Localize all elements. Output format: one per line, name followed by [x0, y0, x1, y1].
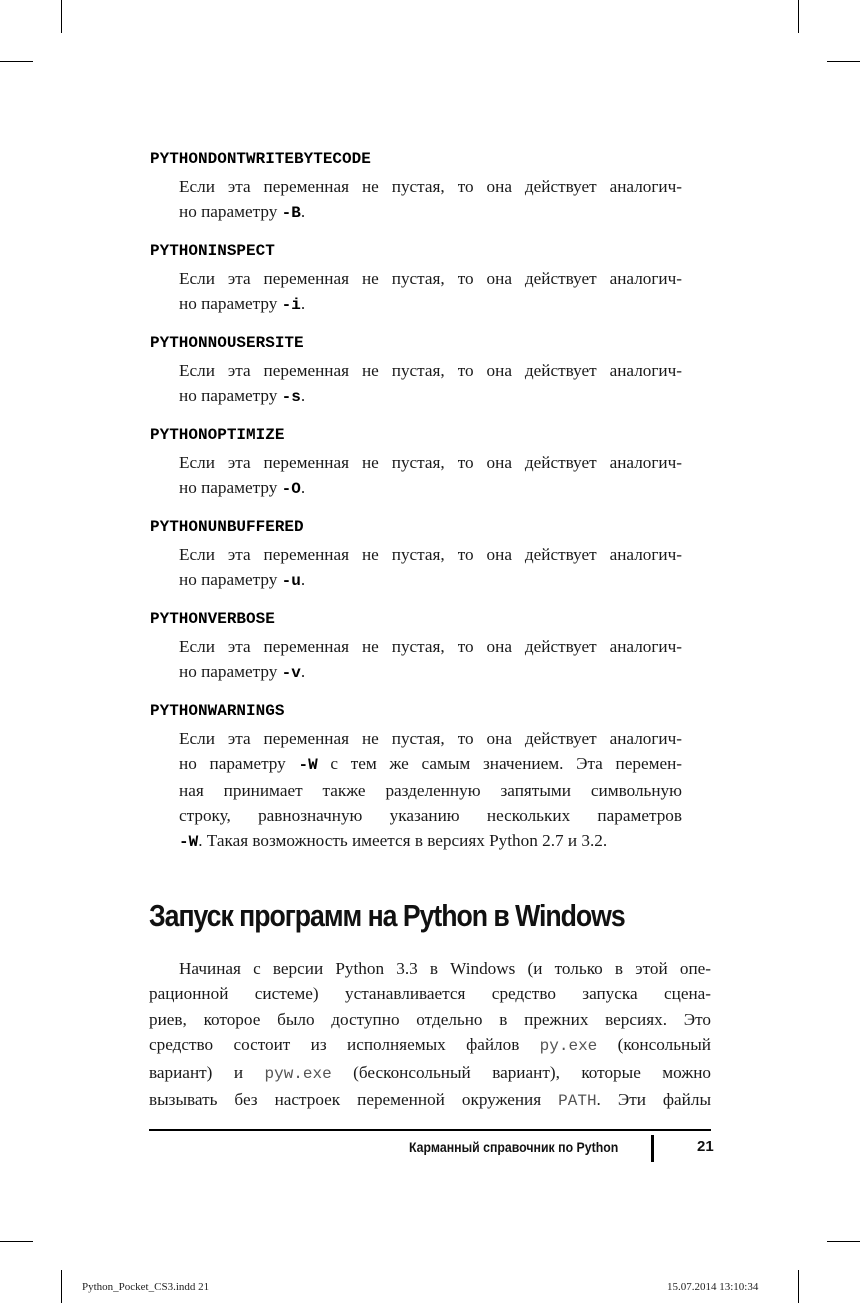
entry-description: Если эта переменная не пустая, то она действует аналогич- но параметру -s.: [179, 361, 682, 406]
entry-term: PYTHONWARNINGS: [150, 702, 285, 720]
footer-divider: [651, 1135, 654, 1162]
page-number: 21: [697, 1138, 714, 1155]
inline-code: PATH: [558, 1092, 597, 1111]
crop-mark: [798, 1270, 799, 1303]
section-paragraph: Начиная с версии Python 3.3 в Windows (и только в этой опе- рационной системе) устанавливается средство запуска сцена- риев, которое было доступно отдельно в прежних версиях. Это средство состоит из исполняемых файлов py.exe (консольный вариант) и pyw.exe (бесконсольный вариант), которые можно вызывать без настроек переменной окружения PATH. Эти файлы: [149, 959, 711, 1111]
flag-code: -W: [298, 756, 318, 774]
entry-description: Если эта переменная не пустая, то она действует аналогич- но параметру -B.: [179, 177, 682, 222]
entry-term: PYTHONVERBOSE: [150, 610, 275, 628]
crop-mark: [827, 1241, 860, 1242]
entry-description: Если эта переменная не пустая, то она действует аналогич- но параметру -u.: [179, 545, 682, 590]
entry-description: Если эта переменная не пустая, то она действует аналогич- но параметру -W с тем же самым значением. Эта перемен- ная принимает также разделенную запятыми символьную строку, равнозначную указанию нескольких параметров -W. Такая возможность имеется в версиях Python 2.7 и 3.2.: [179, 729, 683, 851]
inline-code: py.exe: [539, 1037, 598, 1056]
flag-code: -O: [281, 480, 301, 498]
crop-mark: [0, 61, 33, 62]
crop-mark: [798, 0, 799, 33]
crop-mark: [61, 1270, 62, 1303]
crop-mark: [0, 1241, 33, 1242]
entry-term: PYTHONINSPECT: [150, 242, 275, 260]
entry-description: Если эта переменная не пустая, то она действует аналогич- но параметру -v.: [179, 637, 682, 682]
slug-filename: Python_Pocket_CS3.indd 21: [82, 1281, 210, 1293]
flag-code: -s: [281, 388, 301, 406]
entry-description: Если эта переменная не пустая, то она действует аналогич- но параметру -i.: [179, 269, 682, 314]
flag-code: -i: [281, 296, 301, 314]
flag-code: -u: [281, 572, 301, 590]
flag-code: -W: [179, 833, 199, 851]
flag-code: -v: [281, 664, 301, 682]
flag-code: -B: [281, 204, 301, 222]
entry-term: PYTHONDONTWRITEBYTECODE: [150, 150, 371, 168]
section-heading: Запуск программ на Python в Windows: [149, 898, 625, 933]
inline-code: pyw.exe: [264, 1064, 332, 1083]
entry-description: Если эта переменная не пустая, то она действует аналогич- но параметру -O.: [179, 453, 682, 498]
entry-term: PYTHONOPTIMIZE: [150, 426, 285, 444]
crop-mark: [827, 61, 860, 62]
entry-term: PYTHONNOUSERSITE: [150, 334, 304, 352]
running-footer-title: Карманный справочник по Python: [409, 1139, 619, 1155]
slug-datetime: 15.07.2014 13:10:34: [667, 1281, 759, 1293]
entry-term: PYTHONUNBUFFERED: [150, 518, 304, 536]
crop-mark: [61, 0, 62, 33]
footer-rule: [149, 1129, 711, 1131]
